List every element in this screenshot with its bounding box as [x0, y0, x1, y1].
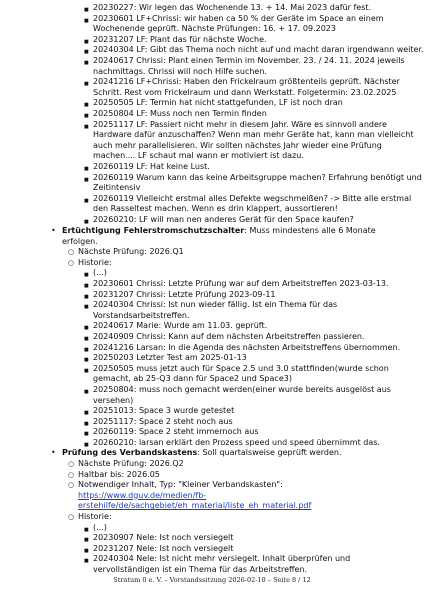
- history-entry: ■ 20260119: Space 2 steht immernoch aus: [78, 427, 410, 438]
- history-entry: ■ 20260210: LF will man nen anderes Gerät für den Space kaufen?: [0, 215, 424, 226]
- square-bullet-icon: ■: [84, 49, 89, 56]
- square-bullet-icon: ■: [84, 410, 89, 417]
- history-entry: ■ 20250505 LF: Termin hat nicht stattgefunden, LF ist noch dran: [0, 98, 424, 109]
- square-bullet-icon: ■: [84, 547, 89, 554]
- square-bullet-icon: ■: [84, 304, 89, 311]
- square-bullet-icon: ■: [84, 102, 89, 109]
- history-entry: ■ 20260119 Vielleicht erstmal alles Defekte wegschmeißen? -> Bitte alle erstmal den Rasseltest machen. Wenn es drin klappert, aussortieren!: [84, 193, 412, 214]
- section-fi-schutzschalter: [0, 226, 410, 448]
- circle-bullet-icon: ○: [68, 481, 75, 490]
- square-bullet-icon: ■: [84, 558, 89, 565]
- history-entry: ■ 20240304 Chrissi: Ist nun wieder fällig. Ist ein Thema für das Vorstandsarbeitstreffen.: [84, 300, 338, 320]
- section-title: Ertüchtigung Fehlerstromschutzschalter: [62, 226, 245, 235]
- circle-bullet-icon: ○: [68, 258, 75, 267]
- square-bullet-icon: ■: [84, 441, 89, 448]
- history-entry: ■ 20230907 Nele: Ist noch versiegelt: [78, 533, 410, 544]
- square-bullet-icon: ■: [84, 197, 89, 204]
- square-bullet-icon: ■: [84, 388, 89, 395]
- history-entry: ■ (...): [78, 268, 410, 279]
- history-entry: ■ 20251117: Space 2 steht noch aus: [78, 417, 410, 428]
- history-entry: ■ 20251013: Space 3 wurde getestet: [78, 406, 410, 417]
- history-entry: ■ 20240617 Marie: Wurde am 11.03. geprüft.: [78, 321, 410, 332]
- square-bullet-icon: ■: [84, 272, 89, 279]
- history-entry: ■ 20250804: muss noch gemacht werden(einer wurde bereits ausgelöst aus versehen): [84, 384, 391, 405]
- square-bullet-icon: ■: [84, 176, 89, 183]
- history-entry: ■ 20231207 Nele: Ist noch versiegelt: [78, 544, 410, 555]
- square-bullet-icon: ■: [84, 38, 89, 45]
- sections-list: [0, 226, 410, 576]
- section-title: Prüfung des Verbandskastens: [62, 448, 198, 458]
- square-bullet-icon: ■: [84, 59, 89, 66]
- section-verbandskasten: [0, 448, 410, 575]
- needed-content-item: ○ Notwendiger Inhalt, Typ: "Kleiner Verbandskasten": https://www.dguv.de/medien/fb-erstehilfe/de/sachgebiet/eh_material/liste_eh_material.pdf: [68, 480, 312, 511]
- square-bullet-icon: ■: [84, 335, 89, 342]
- square-bullet-icon: ■: [84, 357, 89, 364]
- square-bullet-icon: ■: [84, 81, 89, 88]
- history-entry: ■ 20260210: larsan erklärt den Prozess speed und speed übernimmt das.: [78, 438, 410, 449]
- square-bullet-icon: ■: [84, 346, 89, 353]
- history-entry: ■ 20230227: Wir legen das Wochenende 13. + 14. Mai 2023 dafür fest.: [0, 3, 424, 14]
- square-bullet-icon: ■: [84, 367, 89, 374]
- square-bullet-icon: ■: [84, 7, 89, 13]
- history-entry: ■ 20250505 muss jetzt auch für Space 2.5 und 3.0 stattfinden(wurde schon gemacht, ab 25-Q3 dann für Space2 und Space3): [84, 363, 389, 384]
- page-footer: Stratum 0 e. V. – Vorstandssitzung 2026-02-10 – Seite 8 / 12: [113, 576, 311, 584]
- history-entry: ■ 20240304 LF: Gibt das Thema noch nicht auf und macht daran irgendwann weiter.: [0, 45, 424, 56]
- material-list-link[interactable]: https://www.dguv.de/medien/fb-erstehilfe/de/sachgebiet/eh_material/liste_eh_material.pdf: [78, 490, 312, 511]
- history-entry: ■ 20240304 Nele: Ist nicht mehr versiegelt. Inhalt überprüfen und vervollständigen ist ein Thema für das Arbeitstreffen.: [84, 554, 351, 574]
- section-desc: : Muss mindestens alle 6 Monate erfolgen.: [62, 226, 376, 246]
- bullet-icon: •: [51, 226, 56, 235]
- square-bullet-icon: ■: [84, 218, 89, 225]
- circle-bullet-icon: ○: [68, 470, 75, 479]
- square-bullet-icon: ■: [84, 17, 89, 24]
- history-entry: ■ 20250804 LF: Muss noch nen Termin finden: [0, 109, 424, 120]
- square-bullet-icon: ■: [84, 420, 89, 427]
- history-entry: ■ 20240617 Chrissi: Plant einen Termin im November. 23. / 24. 11. 2024 jeweils nachmittags. Chrissi will noch Hilfe suchen.: [84, 55, 405, 76]
- square-bullet-icon: ■: [84, 123, 89, 130]
- history-entry: ■ 20241216 LF+Chrissi: Haben den Frickelraum größtenteils geprüft. Nächster Schritt. Rest vom Frickelraum und dann Werkstatt. Folgetermin: 23.02.2025: [84, 77, 400, 97]
- next-check-item: ○ Nächste Prüfung: 2026.Q1: [68, 247, 184, 257]
- history-entry: ■ 20260119 Warum kann das keine Arbeitsgruppe machen? Erfahrung benötigt und Zeitintensiv: [84, 172, 422, 193]
- history-entry: ■ 20240909 Chrissi: Kann auf dem nächsten Arbeitstreffen passieren.: [78, 332, 410, 343]
- history-entry: ■ 20231207 LF: Plant das für nächste Woche.: [0, 35, 424, 46]
- square-bullet-icon: ■: [84, 293, 89, 300]
- history-entry: ■ (...): [78, 523, 410, 534]
- square-bullet-icon: ■: [84, 282, 89, 289]
- square-bullet-icon: ■: [84, 537, 89, 544]
- square-bullet-icon: ■: [84, 325, 89, 332]
- haltbar-item: ○ Haltbar bis: 2026.05: [68, 469, 160, 479]
- square-bullet-icon: ■: [84, 526, 89, 533]
- history-entry: ■ 20250203 Letzter Test am 2025-01-13: [78, 353, 410, 364]
- top-history-list: [0, 3, 424, 225]
- history-entry: ■ 20241216 Larsan: In die Agenda des nächsten Arbeitstreffens übernommen.: [78, 343, 410, 354]
- section-desc: : Soll quartalsweise geprüft werden.: [197, 448, 342, 458]
- history-item: ○ Historie: ■ (...) ■ 20230601 Chrissi: Letzte Prüfung war auf dem Arbeitstreffen 2023-03-13. ■ 20231207 Chrissi: Letzte Prüfung 2023-09-11 ■ 20240304 Chrissi: Ist nun wieder fällig. Ist ein Thema für das Vorstandsarbeitstreffen. ■ 20240617 Marie: Wurde am 11.03. geprüft. ■ 20240909 Chrissi: Kann auf dem nächsten Arbeitstreffen passieren. ■ 20241216 Larsan: In die Agenda des nächsten Arbeitstreffens übernommen. ■ 20250203 Letzter Test am 2025-01-13 ■ 20250505 muss jetzt auch für Space 2.5 und 3.0 stattfinden(wurde schon gemacht, ab 25-Q3 dann für Space2 und Space3) ■ 20250804: muss noch gemacht werden(einer wurde bereits ausgelöst aus versehen) ■ 20251013: Space 3 wurde getestet ■ 20251117: Space 2 steht noch aus ■ 20260119: Space 2 steht immernoch aus ■ 20260210: larsan erklärt den Prozess speed und speed übernimmt das.: [62, 258, 410, 449]
- history-list: [78, 268, 410, 448]
- next-check-item: ○ Nächste Prüfung: 2026.Q2: [68, 459, 184, 469]
- history-entry: ■ 20251117 LF: Passiert nicht mehr in diesem Jahr. Wäre es sinnvoll andere Hardware dafür anzuschaffen? Wenn man mehr Geräte hat, kann man vielleicht auch mehr parallelisieren. Wir sollten nächstes Jahr wieder eine Prüfung machen.... LF schaut mal wann er motiviert ist dazu.: [84, 119, 414, 161]
- bullet-icon: •: [51, 448, 56, 458]
- history-entry: ■ 20230601 Chrissi: Letzte Prüfung war auf dem Arbeitstreffen 2023-03-13.: [78, 279, 410, 290]
- circle-bullet-icon: ○: [68, 248, 75, 257]
- history-entry: ■ 20231207 Chrissi: Letzte Prüfung 2023-09-11: [78, 290, 410, 301]
- history-item: ○ Historie: ■ (...) ■ 20230907 Nele: Ist noch versiegelt ■ 20231207 Nele: Ist noch versiegelt ■ 20240304 Nele: Ist nicht mehr versiegelt. Inhalt überprüfen und vervollständigen ist ein Thema für das Arbeitstreffen.: [62, 512, 410, 576]
- square-bullet-icon: ■: [84, 112, 89, 119]
- history-list: [78, 523, 410, 576]
- history-entry: ■ 20260119 LF: Hat keine Lust.: [0, 162, 424, 173]
- square-bullet-icon: ■: [84, 431, 89, 438]
- square-bullet-icon: ■: [84, 165, 89, 172]
- history-entry: ■ 20230601 LF+Chrissi: wir haben ca 50 % der Geräte im Space an einem Wochenende geprüft. Nächste Prüfungen: 16. + 17. 09.2023: [84, 13, 384, 34]
- circle-bullet-icon: ○: [68, 513, 75, 522]
- circle-bullet-icon: ○: [68, 460, 75, 469]
